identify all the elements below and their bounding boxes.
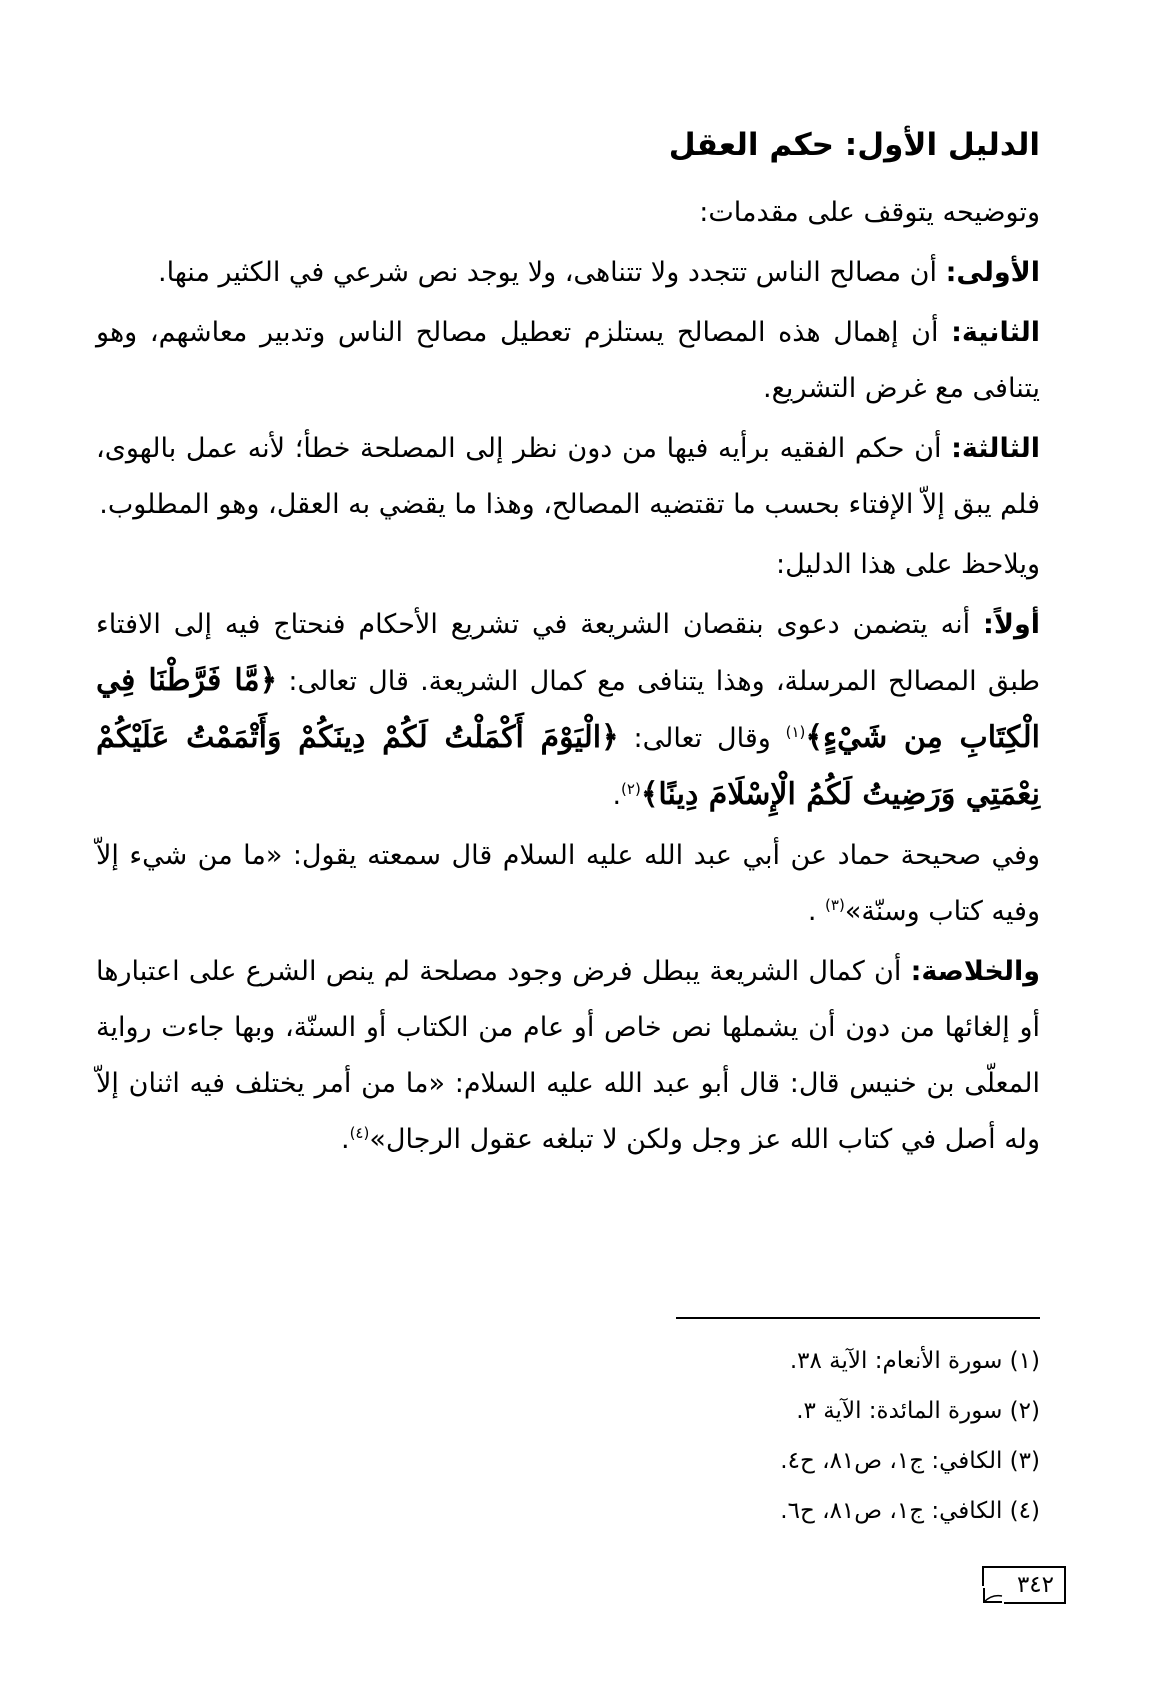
conclusion-lead: والخلاصة: <box>910 956 1040 988</box>
conclusion-paragraph <box>96 944 1040 1168</box>
footnote-ref-1: (١) <box>785 723 806 742</box>
footnote-ref-2: (٢) <box>621 780 641 799</box>
premise-first-text: أن مصالح الناس تتجدد ولا تتناهى، ولا يوجد نص شرعي في الكثير منها. <box>158 257 946 289</box>
objection-first-end: . <box>612 780 622 812</box>
note-intro: ويلاحظ على هذا الدليل: <box>775 549 1040 581</box>
footnote-4: (٤) الكافي: ج١، ص٨١، ح٦. <box>780 1498 1040 1524</box>
objection-first-middle: وقال تعالى: <box>618 723 786 755</box>
objection-first-text: أنه يتضمن دعوى بنقصان الشريعة في تشريع الأحكام فنحتاج فيه إلى الافتاء طبق المصالح المرسلة، وهذا يتنافى مع كمال الشريعة. قال تعالى: <box>96 609 1040 698</box>
premise-third-text: أن حكم الفقيه برأيه فيها من دون نظر إلى المصلحة خطأ؛ لأنه عمل بالهوى، فلم يبق إلاّ الإفتاء بحسب ما تقتضيه المصالح، وهذا ما يقضي به العقل، وهو المطلوب. <box>96 433 1040 521</box>
footnote-2: (٢) سورة المائدة: الآية ٣. <box>796 1398 1040 1424</box>
conclusion-text: أن كمال الشريعة يبطل فرض وجود مصلحة لم ينص الشرع على اعتبارها أو إلغائها من دون أن يشملها نص خاص أو عام من الكتاب أو السنّة، وبها جاءت رواية المعلّى بن خنيس قال: قال أبو عبد الله عليه السلام: «ما من أمر يختلف فيه اثنان إلاّ وله أصل في كتاب الله عز وجل ولكن لا تبلغه عقول الرجال» <box>96 956 1040 1156</box>
footnote-1: (١) سورة الأنعام: الآية ٣٨. <box>789 1348 1040 1374</box>
premise-second-lead: الثانية: <box>951 317 1040 349</box>
premise-first <box>96 245 1040 301</box>
footnotes <box>640 1336 1040 1536</box>
objection-first <box>96 597 1040 824</box>
section-heading: الدليل الأول: حكم العقل <box>668 127 1040 163</box>
footnote-ref-3: (٣) <box>825 896 845 915</box>
premise-third <box>96 421 1040 533</box>
premise-second-text: أن إهمال هذه المصالح يستلزم تعطيل مصالح الناس وتدبير معاشهم، وهو يتنافى مع غرض التشريع. <box>96 317 1040 405</box>
hadith-hammad-end: . <box>807 896 826 928</box>
quran-verse-1: ﴿مَّا فَرَّطْنَا فِي الْكِتَابِ مِن شَيْءٍ﴾ <box>96 663 1040 756</box>
page-number: ٣٤٢ <box>982 1566 1066 1604</box>
intro-paragraph: وتوضيحه يتوقف على مقدمات: <box>699 197 1040 229</box>
premise-third-lead: الثالثة: <box>951 433 1040 465</box>
objection-first-lead: أولاً: <box>983 609 1040 641</box>
quran-verse-2: ﴿الْيَوْمَ أَكْمَلْتُ لَكُمْ دِينَكُمْ وَأَتْمَمْتُ عَلَيْكُمْ نِعْمَتِي وَرَضِيتُ لَكُمُ الْإِسْلَامَ دِينًا﴾ <box>96 720 1040 813</box>
page-curl-icon <box>982 1586 1004 1604</box>
conclusion-end: . <box>340 1124 350 1156</box>
footnote-3: (٣) الكافي: ج١، ص٨١، ح٤. <box>780 1448 1040 1474</box>
hadith-hammad-text: وفي صحيحة حماد عن أبي عبد الله عليه السلام قال سمعته يقول: «ما من شيء إلاّ وفيه كتاب وسنّة» <box>96 840 1040 928</box>
premise-second <box>96 305 1040 417</box>
page-body <box>96 110 1040 1172</box>
footnote-ref-4: (٤) <box>349 1124 370 1143</box>
premise-first-lead: الأولى: <box>945 257 1040 289</box>
footnote-divider <box>676 1317 1040 1319</box>
hadith-hammad <box>96 828 1040 940</box>
